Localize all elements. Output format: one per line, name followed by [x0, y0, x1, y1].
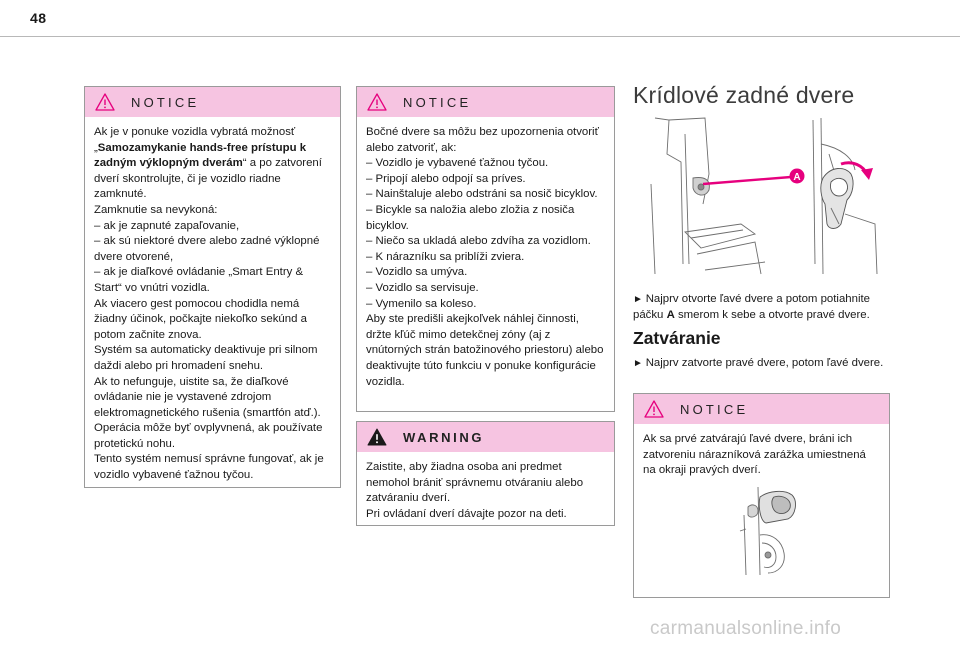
- text-run: “ a po zatvorení dverí skontrolujte, či je vozidlo riadne zamknuté.: [94, 157, 322, 201]
- text-run: – ak sú niektoré dvere alebo zadné výklopné dvere otvorené,: [94, 235, 320, 263]
- paragraph: [94, 234, 331, 265]
- text-run: Ak sa prvé zatvárajú ľavé dvere, bráni ich zatvoreniu nárazníková zarážka umiestnená na okraji pravých dverí.: [643, 433, 866, 477]
- bold-text: A: [666, 308, 675, 321]
- notice-header: [634, 394, 889, 424]
- paragraph: [366, 281, 605, 297]
- text-run: Ak je v ponuke vozidla vybratá možnosť „: [94, 126, 296, 154]
- paragraph: [366, 156, 605, 172]
- notice-label: NOTICE: [680, 401, 749, 417]
- warning-box: [356, 421, 615, 526]
- text-run: – K nárazníku sa priblíži zviera.: [366, 250, 525, 263]
- bullet-arrow-icon: ►: [633, 358, 646, 369]
- paragraph: [366, 460, 605, 507]
- paragraph: [94, 375, 331, 422]
- bumper-stop-illustration: [738, 485, 806, 577]
- header-rule: [0, 36, 960, 37]
- rear-door-lever-illustration: [645, 114, 885, 280]
- text-run: – Vymenilo sa koleso.: [366, 297, 477, 310]
- bold-text: Samozamykanie hands-free prístupu k zadným výklopným dverám: [94, 141, 307, 170]
- paragraph: [366, 203, 605, 234]
- caution-triangle-icon: [367, 93, 387, 111]
- page-number: 48: [30, 10, 47, 26]
- text-run: – Pripojí alebo odpojí sa príves.: [366, 172, 526, 185]
- text-run: – Bicykle sa naložia alebo zložia z nosiča bicyklov.: [366, 203, 575, 232]
- text-run: – Vozidlo sa servisuje.: [366, 281, 479, 294]
- warning-triangle-icon: [367, 428, 387, 446]
- paragraph: [366, 172, 605, 188]
- text-run: Ak to nefunguje, uistite sa, že diaľkové ovládanie nie je vystavené zdrojom elektromagnetického rušenia (smartfón atď.).: [94, 375, 321, 419]
- close-instruction: [633, 356, 891, 372]
- notice-body: [357, 117, 614, 390]
- paragraph: [94, 421, 331, 452]
- paragraph: [94, 452, 331, 483]
- text-run: – Vozidlo sa umýva.: [366, 266, 468, 279]
- paragraph: [366, 250, 605, 266]
- text-run: Operácia môže byť ovplyvnená, ak používate protetickú nohu.: [94, 422, 323, 450]
- paragraph: [643, 432, 880, 479]
- paragraph: [94, 219, 331, 235]
- open-instruction: [633, 292, 891, 323]
- callout-a-label: A: [793, 172, 801, 183]
- paragraph: [366, 507, 605, 523]
- warning-body: [357, 452, 614, 522]
- paragraph: [366, 187, 605, 203]
- paragraph: [94, 125, 331, 203]
- bullet-arrow-icon: ►: [633, 294, 646, 305]
- text-run: Pri ovládaní dverí dávajte pozor na deti.: [366, 507, 567, 520]
- text-run: – Niečo sa ukladá alebo zdvíha za vozidlom.: [366, 235, 591, 248]
- text-run: – Vozidlo je vybavené ťažnou tyčou.: [366, 157, 549, 170]
- warning-header: [357, 422, 614, 452]
- notice-label: NOTICE: [403, 94, 472, 110]
- notice-body: [634, 424, 889, 479]
- text-run: Zamknutie sa nevykoná:: [94, 203, 218, 216]
- notice-box-side-doors: [356, 86, 615, 412]
- notice-header: [85, 87, 340, 117]
- text-run: Tento systém nemusí správne fungovať, ak je vozidlo vybavené ťažnou tyčou.: [94, 453, 324, 482]
- paragraph: [366, 297, 605, 313]
- paragraph: [366, 234, 605, 250]
- text-run: – Nainštaluje alebo odstráni sa nosič bicyklov.: [366, 188, 598, 201]
- caution-triangle-icon: [644, 400, 664, 418]
- paragraph: [94, 203, 331, 219]
- text-run: Najprv zatvorte pravé dvere, potom ľavé dvere.: [645, 357, 884, 369]
- caution-triangle-icon: [95, 93, 115, 111]
- site-watermark: carmanualsonline.info: [650, 618, 842, 639]
- section-title: Krídlové zadné dvere: [633, 82, 855, 108]
- notice-label: NOTICE: [131, 94, 200, 110]
- text-run: smerom k sebe a otvorte pravé dvere.: [674, 308, 870, 321]
- text-run: Najprv otvorte ľavé dvere a potom potiahnite páčku: [633, 293, 870, 321]
- text-run: – ak je diaľkové ovládanie „Smart Entry & Start“ vo vnútri vozidla.: [94, 266, 304, 294]
- warning-label: WARNING: [403, 429, 485, 445]
- notice-body: [85, 117, 340, 484]
- text-run: Zaistite, aby žiadna osoba ani predmet nemohol brániť správnemu otváraniu alebo zatváraniu dverí.: [366, 461, 584, 505]
- paragraph: [366, 125, 605, 156]
- text-run: Systém sa automaticky deaktivuje pri silnom daždi alebo pri hromadení snehu.: [94, 344, 318, 372]
- text-run: Ak viacero gest pomocou chodidla nemá žiadny účinok, počkajte niekoľko sekúnd a potom začnite znova.: [94, 297, 307, 341]
- closing-title: Zatváranie: [633, 328, 721, 348]
- text-run: Bočné dvere sa môžu bez upozornenia otvoriť alebo zatvoriť, ak:: [366, 126, 599, 154]
- text-run: Aby ste predišli akejkoľvek náhlej činnosti, držte kľúč mimo detekčnej zóny (aj z vnútorných strán batožinového priestoru) alebo deaktivujte túto funkciu v ponuke konfigurácie vozidla.: [366, 313, 604, 388]
- notice-header: [357, 87, 614, 117]
- paragraph: [94, 343, 331, 374]
- paragraph: [366, 312, 605, 390]
- text-run: – ak je zapnuté zapaľovanie,: [94, 219, 240, 232]
- paragraph: [94, 297, 331, 344]
- paragraph: [366, 265, 605, 281]
- paragraph: [94, 265, 331, 296]
- notice-box-hands-free: [84, 86, 341, 488]
